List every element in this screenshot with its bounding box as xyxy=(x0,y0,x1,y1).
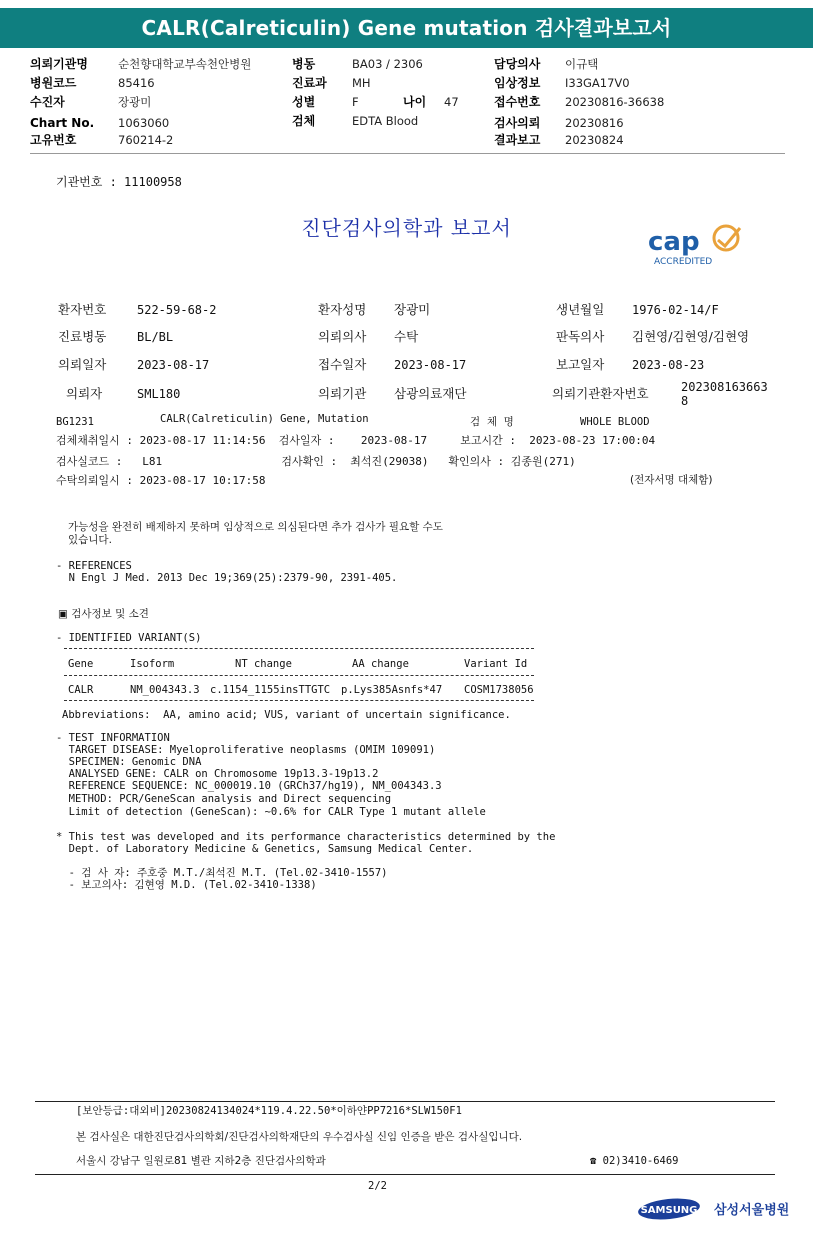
header-value-ward: BA03 / 2306 xyxy=(352,57,423,71)
test-specimen: WHOLE BLOOD xyxy=(580,416,650,428)
patient-label-client: 의뢰자 xyxy=(66,386,103,401)
variant-table-rule-mid xyxy=(64,675,534,676)
header-value-result-date: 20230824 xyxy=(565,133,624,147)
header-value-sex: F xyxy=(352,95,359,109)
test-collection-line: 검체채취일시 : 2023-08-17 11:14:56 검사일자 : 2023-08-17 보고시간 : 2023-08-23 17:00:04 xyxy=(56,434,656,447)
patient-label-requester: 의뢰의사 xyxy=(318,329,367,344)
header-value-doctor: 이규택 xyxy=(565,57,599,71)
hospital-name-text: 삼성서울병원 xyxy=(714,1203,790,1218)
header-label-clinical-info: 임상정보 xyxy=(494,76,541,90)
header-value-institution: 순천향대학교부속천안병원 xyxy=(118,57,252,71)
test-info-disease: TARGET DISEASE: Myeloproliferative neoplasms (OMIM 109091) xyxy=(56,744,436,756)
electronic-signature-note: (전자서명 대체함) xyxy=(630,474,713,486)
variant-col-nt-change: NT change xyxy=(235,658,292,670)
test-info-method: METHOD: PCR/GeneScan analysis and Direct sequencing xyxy=(56,793,392,805)
test-request-time-line: 수탁의뢰일시 : 2023-08-17 10:17:58 xyxy=(56,474,266,487)
header-value-department: MH xyxy=(352,76,371,90)
patient-value-dob: 1976-02-14/F xyxy=(632,303,719,317)
test-info-heading: - TEST INFORMATION xyxy=(56,732,170,744)
variant-col-aa-change: AA change xyxy=(352,658,409,670)
header-label-unique-no: 고유번호 xyxy=(30,133,77,147)
header-label-ward: 병동 xyxy=(292,57,316,71)
patient-label-reader: 판독의사 xyxy=(556,329,605,344)
patient-value-request-date: 2023-08-17 xyxy=(137,358,210,372)
patient-label-request-date: 의뢰일자 xyxy=(58,357,107,372)
report-heading: 진단검사의학과 보고서 xyxy=(301,216,512,240)
institution-number: 기관번호 : 11100958 xyxy=(56,175,182,189)
variant-aa-change: p.Lys385Asnfs*47 xyxy=(341,684,443,696)
header-label-patient: 수진자 xyxy=(30,95,65,109)
header-value-patient: 장광미 xyxy=(118,95,152,109)
header-label-hospital-code: 병원코드 xyxy=(30,76,77,90)
header-label-receipt-no: 접수번호 xyxy=(494,95,541,109)
patient-value-requester: 수탁 xyxy=(394,329,419,344)
header-label-specimen: 검체 xyxy=(292,114,316,128)
header-label-department: 진료과 xyxy=(292,76,327,90)
samsung-mark-text: SAMSUNG xyxy=(640,1205,698,1216)
footer-rule-top xyxy=(35,1101,775,1102)
phone-line: ☎ 02)3410-6469 xyxy=(590,1155,679,1167)
samsung-hospital-logo xyxy=(638,1196,790,1222)
variant-col-gene: Gene xyxy=(68,658,94,670)
section-heading: ▣ 검사정보 및 소견 xyxy=(58,608,149,620)
variant-col-variant-id: Variant Id xyxy=(464,658,528,670)
test-name: CALR(Calreticulin) Gene, Mutation xyxy=(160,413,369,425)
cap-accredited-text: ACCREDITED xyxy=(654,257,713,267)
test-lab-code-line: 검사실코드 : L81 검사확인 : 최석진(29038) 확인의사 : 김종원(271) xyxy=(56,455,576,468)
patient-value-reader: 김현영/김현영/김현영 xyxy=(632,329,750,344)
patient-value-client-org: 삼광의료재단 xyxy=(394,386,467,401)
test-specimen-label: 검 체 명 xyxy=(470,416,514,428)
header-value-clinical-info: I33GA17V0 xyxy=(565,76,630,90)
test-code: BG1231 xyxy=(56,416,94,428)
patient-value-name: 장광미 xyxy=(394,302,431,317)
header-value-specimen: EDTA Blood xyxy=(352,114,419,128)
references-heading: - REFERENCES xyxy=(56,560,132,572)
patient-value-client-patient-no: 202308163663 xyxy=(681,380,768,394)
patient-label-ward: 진료병동 xyxy=(58,329,107,344)
caution-line-2: 있습니다. xyxy=(68,534,112,546)
patient-label-client-org: 의뢰기관 xyxy=(318,386,367,401)
header-label-result-date: 결과보고 xyxy=(494,133,541,147)
header-label-doctor: 담당의사 xyxy=(494,57,541,71)
certification-line: 본 검사실은 대한진단검사의학회/진단검사의학재단의 우수검사실 신임 인증을 받은 검사실입니다. xyxy=(76,1131,523,1143)
patient-label-report-date: 보고일자 xyxy=(556,357,605,372)
variant-isoform: NM_004343.3 xyxy=(130,684,200,696)
header-value-chart-no: 1063060 xyxy=(118,116,170,130)
header-label-sex: 성별 xyxy=(292,95,316,109)
report-title-bar: CALR(Calreticulin) Gene mutation 검사결과보고서 xyxy=(0,8,813,48)
variant-id: COSM1738056 xyxy=(464,684,534,696)
patient-label-receipt-date: 접수일자 xyxy=(318,357,367,372)
caution-line-1: 가능성을 완전히 배제하지 못하며 임상적으로 의심된다면 추가 검사가 필요할 수도 xyxy=(68,521,443,533)
test-info-gene: ANALYSED GENE: CALR on Chromosome 19p13.3-19p13.2 xyxy=(56,768,379,780)
header-label-age: 나이 xyxy=(403,95,427,109)
security-line: [보안등급:대외비]20230824134024*119.4.22.50*이하얀PP7216*SLW150F1 xyxy=(76,1105,462,1117)
variant-nt-change: c.1154_1155insTTGTC xyxy=(210,684,331,696)
test-info-reference: REFERENCE SEQUENCE: NC_000019.10 (GRCh37/hg19), NM_004343.3 xyxy=(56,780,442,792)
variant-table-rule-bottom xyxy=(64,700,534,701)
patient-value-report-date: 2023-08-23 xyxy=(632,358,705,372)
header-divider xyxy=(30,153,785,154)
developed-note-2: Dept. of Laboratory Medicine & Genetics, Samsung Medical Center. xyxy=(56,843,474,855)
reference-1: N Engl J Med. 2013 Dec 19;369(25):2379-90, 2391-405. xyxy=(56,572,398,584)
test-info-lod: Limit of detection (GeneScan): ~0.6% for CALR Type 1 mutant allele xyxy=(56,806,486,818)
staff-reporter: - 보고의사: 김현영 M.D. (Tel.02-3410-1338) xyxy=(56,879,317,891)
variant-col-isoform: Isoform xyxy=(130,658,175,670)
patient-value-receipt-date: 2023-08-17 xyxy=(394,358,467,372)
patient-label-no: 환자번호 xyxy=(58,302,107,317)
header-label-chart-no: Chart No. xyxy=(30,116,95,130)
variant-gene: CALR xyxy=(68,684,94,696)
staff-tester: - 검 사 자: 주호중 M.T./최석진 M.T. (Tel.02-3410-1557) xyxy=(56,867,388,879)
header-label-request-date: 검사의뢰 xyxy=(494,116,541,130)
header-label-institution: 의뢰기관명 xyxy=(30,57,88,71)
page-number: 2/2 xyxy=(368,1180,387,1192)
header-value-hospital-code: 85416 xyxy=(118,76,155,90)
header-value-unique-no: 760214-2 xyxy=(118,133,174,147)
patient-value-ward: BL/BL xyxy=(137,330,174,344)
test-info-specimen: SPECIMEN: Genomic DNA xyxy=(56,756,202,768)
header-value-request-date: 20230816 xyxy=(565,116,624,130)
svg-text:cap: cap xyxy=(648,227,700,257)
patient-value-client: SML180 xyxy=(137,387,181,401)
variants-heading: - IDENTIFIED VARIANT(S) xyxy=(56,632,202,644)
patient-label-client-patient-no: 의뢰기관환자번호 xyxy=(552,386,649,401)
patient-value-no: 522-59-68-2 xyxy=(137,303,217,317)
cap-accredited-logo xyxy=(646,222,756,268)
patient-label-dob: 생년월일 xyxy=(556,302,605,317)
patient-value-client-patient-no-wrap: 8 xyxy=(681,394,689,408)
developed-note-1: * This test was developed and its performance characteristics determined by the xyxy=(56,831,556,843)
variant-table-rule-top xyxy=(64,648,534,649)
footer-rule-bottom xyxy=(35,1174,775,1175)
patient-label-name: 환자성명 xyxy=(318,302,367,317)
header-value-age: 47 xyxy=(444,95,459,109)
abbreviations: Abbreviations: AA, amino acid; VUS, variant of uncertain significance. xyxy=(62,709,511,721)
header-value-receipt-no: 20230816-36638 xyxy=(565,95,665,109)
address-line: 서울시 강남구 일원로81 별관 지하2층 진단검사의학과 xyxy=(76,1155,326,1167)
